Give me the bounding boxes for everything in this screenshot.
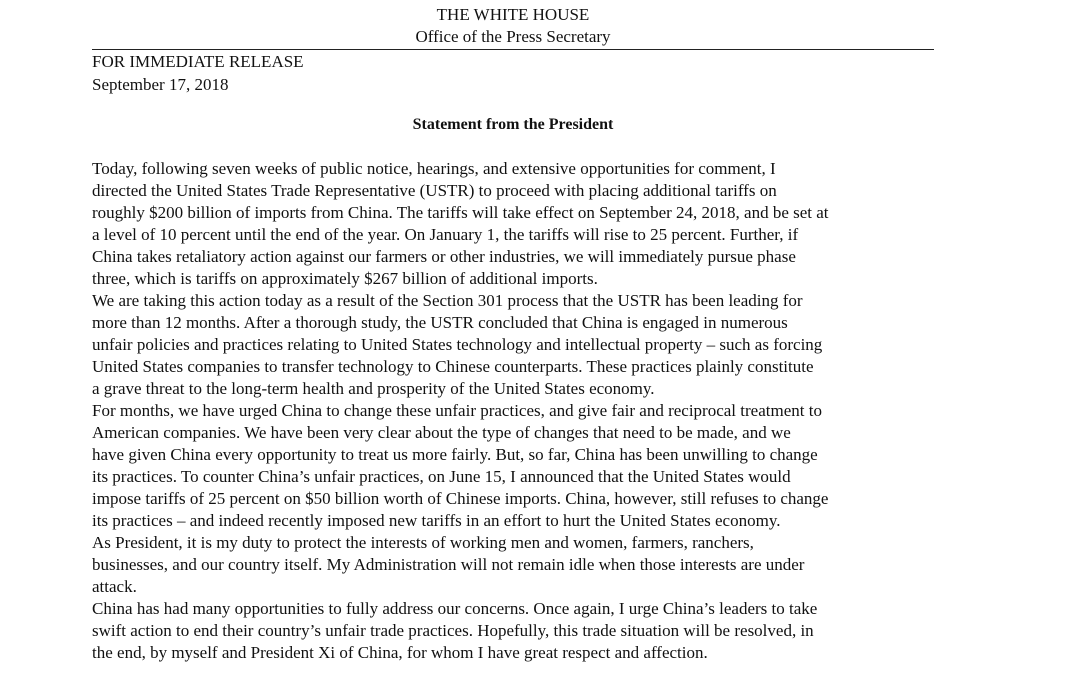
body-line: As President, it is my duty to protect the interests of working men and women, farmers, ranchers, [92,533,754,552]
body-line: unfair policies and practices relating to United States technology and intellectual property – such as forcing [92,335,823,354]
letterhead-org: THE WHITE HOUSE [436,5,590,24]
body-line: its practices. To counter China’s unfair practices, on June 15, I announced that the United States would [92,467,791,486]
body-line: directed the United States Trade Representative (USTR) to proceed with placing additional tariffs on [92,181,777,200]
body-line: American companies. We have been very clear about the type of changes that need to be made, and we [92,423,791,442]
body-line: For months, we have urged China to change these unfair practices, and give fair and reciprocal treatment to [92,401,822,420]
letterhead-office: Office of the Press Secretary [415,27,611,46]
body-line: its practices – and indeed recently imposed new tariffs in an effort to hurt the United States economy. [92,511,781,530]
body-line: impose tariffs of 25 percent on $50 billion worth of Chinese imports. China, however, still refuses to change [92,489,829,508]
body-line: the end, by myself and President Xi of China, for whom I have great respect and affection. [92,643,708,662]
body-line: swift action to end their country’s unfair trade practices. Hopefully, this trade situation will be resolved, in [92,621,814,640]
body-line: more than 12 months. After a thorough study, the USTR concluded that China is engaged in numerous [92,313,788,332]
release-label: FOR IMMEDIATE RELEASE [92,52,304,71]
body-line: a level of 10 percent until the end of the year. On January 1, the tariffs will rise to 25 percent. Further, if [92,225,799,244]
body-line: a grave threat to the long-term health and prosperity of the United States economy. [92,379,655,398]
body-line: three, which is tariffs on approximately $267 billion of additional imports. [92,269,598,288]
letterhead [92,4,934,48]
body-line: businesses, and our country itself. My Administration will not remain idle when those interests are under [92,555,805,574]
body-line: roughly $200 billion of imports from China. The tariffs will take effect on September 24, 2018, and be set at [92,203,829,222]
release-info [92,50,304,96]
statement-body [92,158,942,664]
body-line: have given China every opportunity to treat us more fairly. But, so far, China has been unwilling to change [92,445,818,464]
release-date: September 17, 2018 [92,75,229,94]
body-line: Today, following seven weeks of public notice, hearings, and extensive opportunities for comment, I [92,159,776,178]
body-line: attack. [92,577,137,596]
statement-title: Statement from the President [412,116,614,133]
body-line: United States companies to transfer technology to Chinese counterparts. These practices plainly constitute [92,357,814,376]
body-line: We are taking this action today as a result of the Section 301 process that the USTR has been leading for [92,291,803,310]
body-line: China takes retaliatory action against our farmers or other industries, we will immediately pursue phase [92,247,796,266]
body-line: China has had many opportunities to fully address our concerns. Once again, I urge China’s leaders to take [92,599,818,618]
